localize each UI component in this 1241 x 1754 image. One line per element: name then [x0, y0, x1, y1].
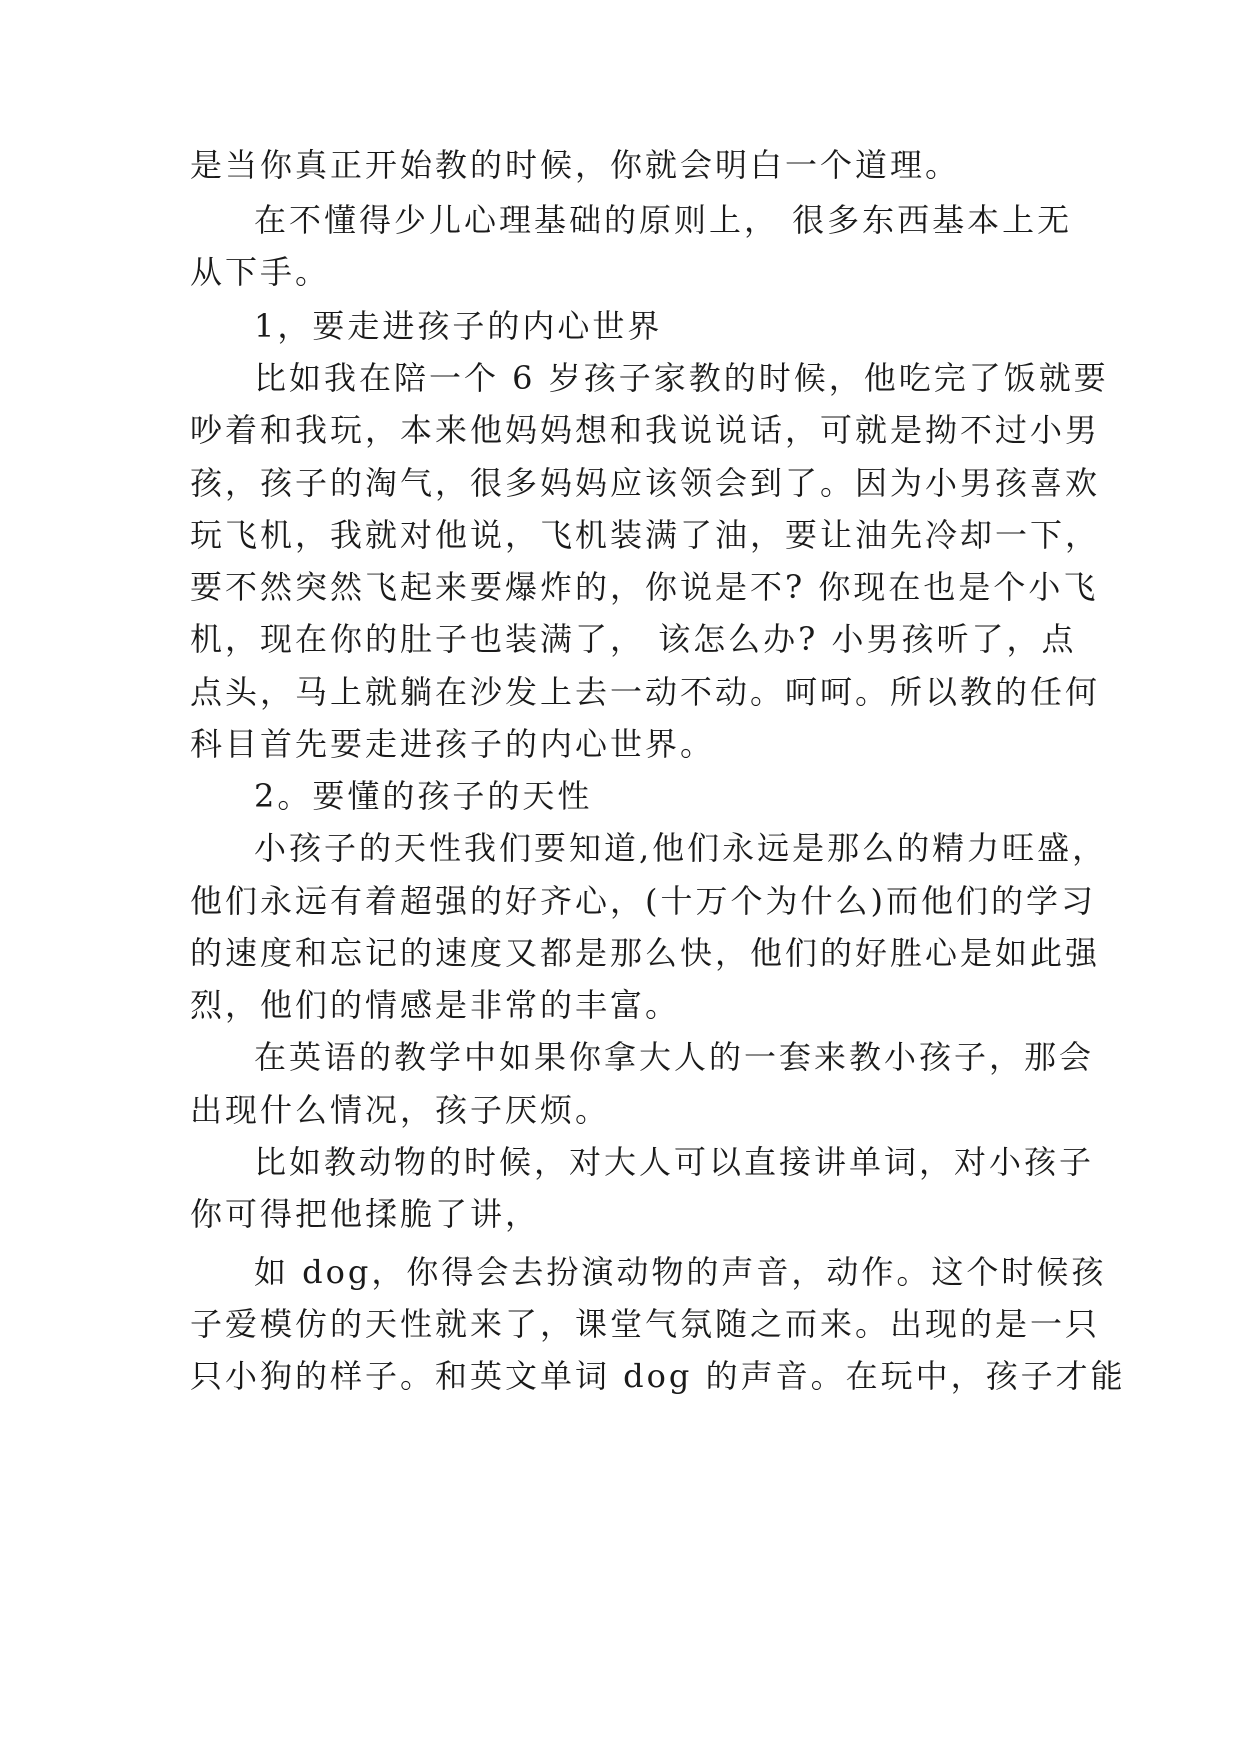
text-line: 从下手。: [190, 253, 331, 291]
paragraph-first-line: 如 dog，你得会去扮演动物的声音，动作。这个时候孩: [254, 1253, 1107, 1291]
text-line: 烈，他们的情感是非常的丰富。: [190, 986, 681, 1024]
text-line: 点头，马上就躺在沙发上去一动不动。呵呵。所以教的任何: [190, 673, 1101, 711]
text-line: 子爱模仿的天性就来了，课堂气氛随之而来。出现的是一只: [190, 1305, 1101, 1343]
text-line: 玩飞机，我就对他说，飞机装满了油，要让油先冷却一下，: [190, 516, 1101, 554]
paragraph-first-line: 小孩子的天性我们要知道,他们永远是那么的精力旺盛，: [254, 829, 1108, 867]
text-line: 要不然突然飞起来要爆炸的，你说是不? 你现在也是个小飞: [190, 568, 1099, 606]
section-heading: 2。要懂的孩子的天性: [254, 777, 593, 815]
text-line: 出现什么情况，孩子厌烦。: [190, 1091, 611, 1129]
text-line: 吵着和我玩，本来他妈妈想和我说说话，可就是拗不过小男: [190, 411, 1101, 449]
text-line: 机，现在你的肚子也装满了， 该怎么办? 小男孩听了，点: [190, 620, 1077, 658]
paragraph-first-line: 在不懂得少儿心理基础的原则上， 很多东西基本上无: [254, 201, 1073, 239]
text-line: 孩，孩子的淘气，很多妈妈应该领会到了。因为小男孩喜欢: [190, 464, 1101, 502]
text-line: 你可得把他揉脆了讲，: [190, 1195, 541, 1233]
paragraph-first-line: 在英语的教学中如果你拿大人的一套来教小孩子，那会: [254, 1038, 1095, 1076]
paragraph-first-line: 比如教动物的时候，对大人可以直接讲单词，对小孩子: [254, 1143, 1095, 1181]
text-line: 科目首先要走进孩子的内心世界。: [190, 725, 716, 763]
text-line: 的速度和忘记的速度又都是那么快，他们的好胜心是如此强: [190, 934, 1101, 972]
section-heading: 1，要走进孩子的内心世界: [254, 307, 663, 345]
text-line: 只小狗的样子。和英文单词 dog 的声音。在玩中，孩子才能: [190, 1357, 1126, 1395]
text-line: 是当你真正开始教的时候，你就会明白一个道理。: [190, 146, 961, 184]
text-line: 他们永远有着超强的好齐心，(十万个为什么)而他们的学习: [190, 882, 1096, 920]
paragraph-first-line: 比如我在陪一个 6 岁孩子家教的时候，他吃完了饭就要: [254, 359, 1109, 397]
